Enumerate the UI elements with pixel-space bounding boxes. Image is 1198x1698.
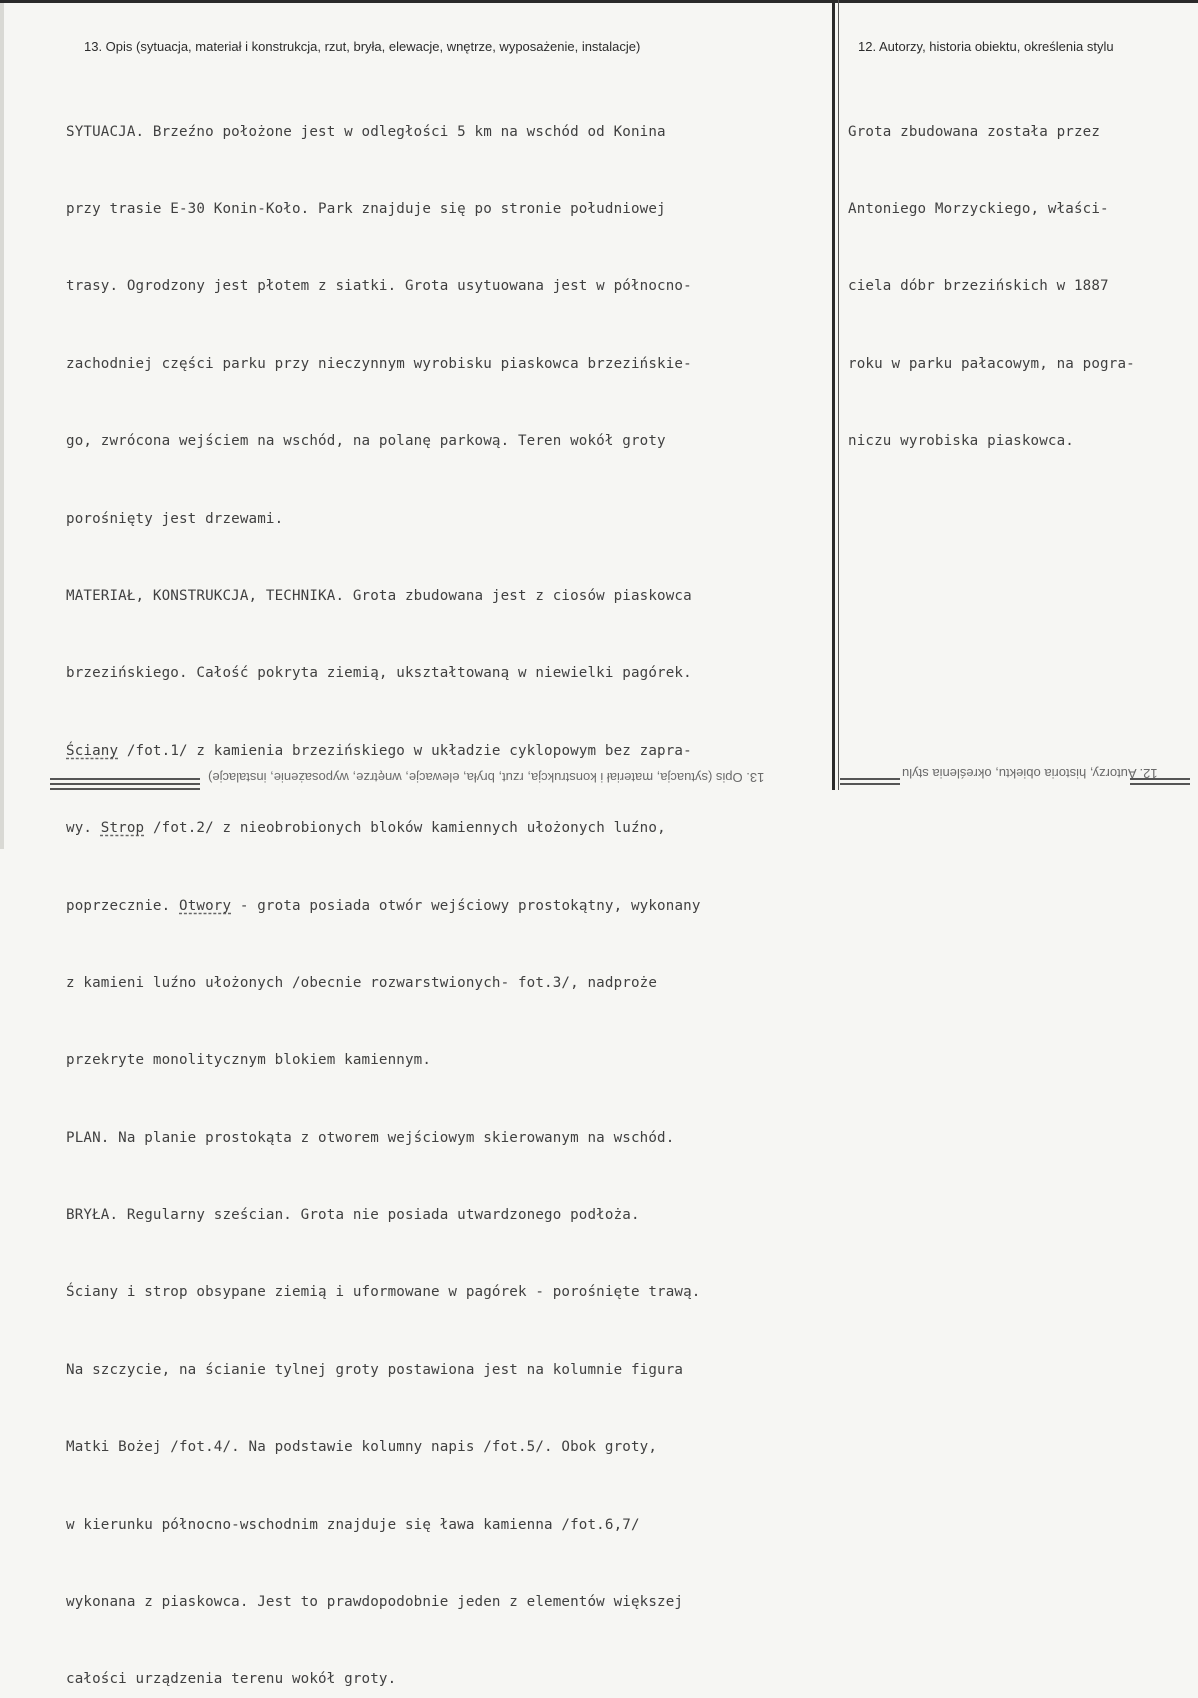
wavy-line (50, 778, 200, 780)
text-line: z kamieni luźno ułożonych /obecnie rozwarstwionych- fot.3/, nadproże (66, 974, 658, 991)
page-edge (0, 0, 4, 849)
text-line: Matki Bożej /fot.4/. Na podstawie kolumny napis /fot.5/. Obok groty, (66, 1439, 658, 1456)
text-line-start: poprzecznie. (66, 897, 179, 914)
text-line: Na szczycie, na ścianie tylnej groty postawiona jest na kolumnie figura (66, 1361, 684, 1378)
text-line: przekryte monolitycznym blokiem kamiennym. (66, 1052, 432, 1069)
text-line: zachodniej części parku przy nieczynnym wyrobisku piaskowca brzezińskie- (66, 355, 692, 372)
underlined-term-strop: Strop (100, 820, 145, 837)
text-line: całości urządzenia terenu wokół groty. (66, 1671, 397, 1688)
underlined-term-sciany: Ściany (66, 742, 119, 759)
authors-text (848, 68, 1188, 507)
text-line: MATERIAŁ, KONSTRUKCJA, TECHNIKA. Grota zbudowana jest z ciosów piaskowca (66, 587, 692, 604)
text-line: przy trasie E-30 Konin-Koło. Park znajduje się po stronie południowej (66, 200, 666, 217)
text-line: go, zwrócona wejściem na wschód, na polanę parkową. Teren wokół groty (66, 433, 666, 450)
text-line (66, 816, 826, 842)
text-line-rest: /fot.2/ z nieobrobionych bloków kamiennych ułożonych luźno, (152, 820, 666, 837)
text-line: BRYŁA. Regularny sześcian. Grota nie posiada utwardzonego podłoża. (66, 1207, 640, 1224)
text-line: niczu wyrobiska piaskowca. (848, 433, 1074, 450)
underlined-term-otwory: Otwory (179, 897, 232, 914)
text-line-start: wy. (66, 820, 101, 837)
wavy-line (1130, 783, 1190, 785)
wavy-line (50, 788, 200, 790)
text-line-rest: - grota posiada otwór wejściowy prostokątny, wykonany (239, 897, 701, 914)
top-rule (0, 0, 1198, 3)
authors-header: 12. Autorzy, historia obiektu, określenia stylu (858, 39, 1114, 54)
mirrored-header-left: 13. Opis (sytuacja, materiał i konstrukcja, rzut, bryła, elewacje, wnętrze, wyposażenie, instalacje) (208, 770, 765, 785)
wavy-line (840, 778, 900, 780)
text-line (66, 739, 826, 765)
text-line: ciela dóbr brzezińskich w 1887 (848, 278, 1109, 295)
wavy-line (50, 783, 200, 785)
text-line: porośnięty jest drzewami. (66, 510, 284, 527)
text-line: Antoniego Morzyckiego, właści- (848, 200, 1109, 217)
mirrored-header-right: 12. Autorzy, historia obiektu, określenia stylu (902, 766, 1158, 781)
text-line: trasy. Ogrodzony jest płotem z siatki. Grota usytuowana jest w północno- (66, 278, 692, 295)
description-text (66, 68, 826, 1698)
description-header: 13. Opis (sytuacja, materiał i konstrukcja, rzut, bryła, elewacje, wnętrze, wyposażenie, instalacje) (84, 39, 641, 54)
text-line (66, 894, 826, 920)
text-line: w kierunku północno-wschodnim znajduje się ława kamienna /fot.6,7/ (66, 1516, 640, 1533)
wavy-line (840, 783, 900, 785)
text-line-rest: /fot.1/ z kamienia brzezińskiego w układzie cyklopowym bez zapra- (126, 742, 692, 759)
text-line: Grota zbudowana została przez (848, 123, 1101, 140)
text-line: brzezińskiego. Całość pokryta ziemią, ukształtowaną w niewielki pagórek. (66, 665, 692, 682)
text-line: Ściany i strop obsypane ziemią i uformowane w pagórek - porośnięte trawą. (66, 1284, 701, 1301)
text-line: wykonana z piaskowca. Jest to prawdopodobnie jeden z elementów większej (66, 1594, 684, 1611)
text-line: PLAN. Na planie prostokąta z otworem wejściowym skierowanym na wschód. (66, 1129, 675, 1146)
text-line: roku w parku pałacowym, na pogra- (848, 355, 1135, 372)
text-line: SYTUACJA. Brzeźno położone jest w odległości 5 km na wschód od Konina (66, 123, 666, 140)
column-divider-thin (838, 0, 839, 790)
column-divider (832, 0, 835, 790)
